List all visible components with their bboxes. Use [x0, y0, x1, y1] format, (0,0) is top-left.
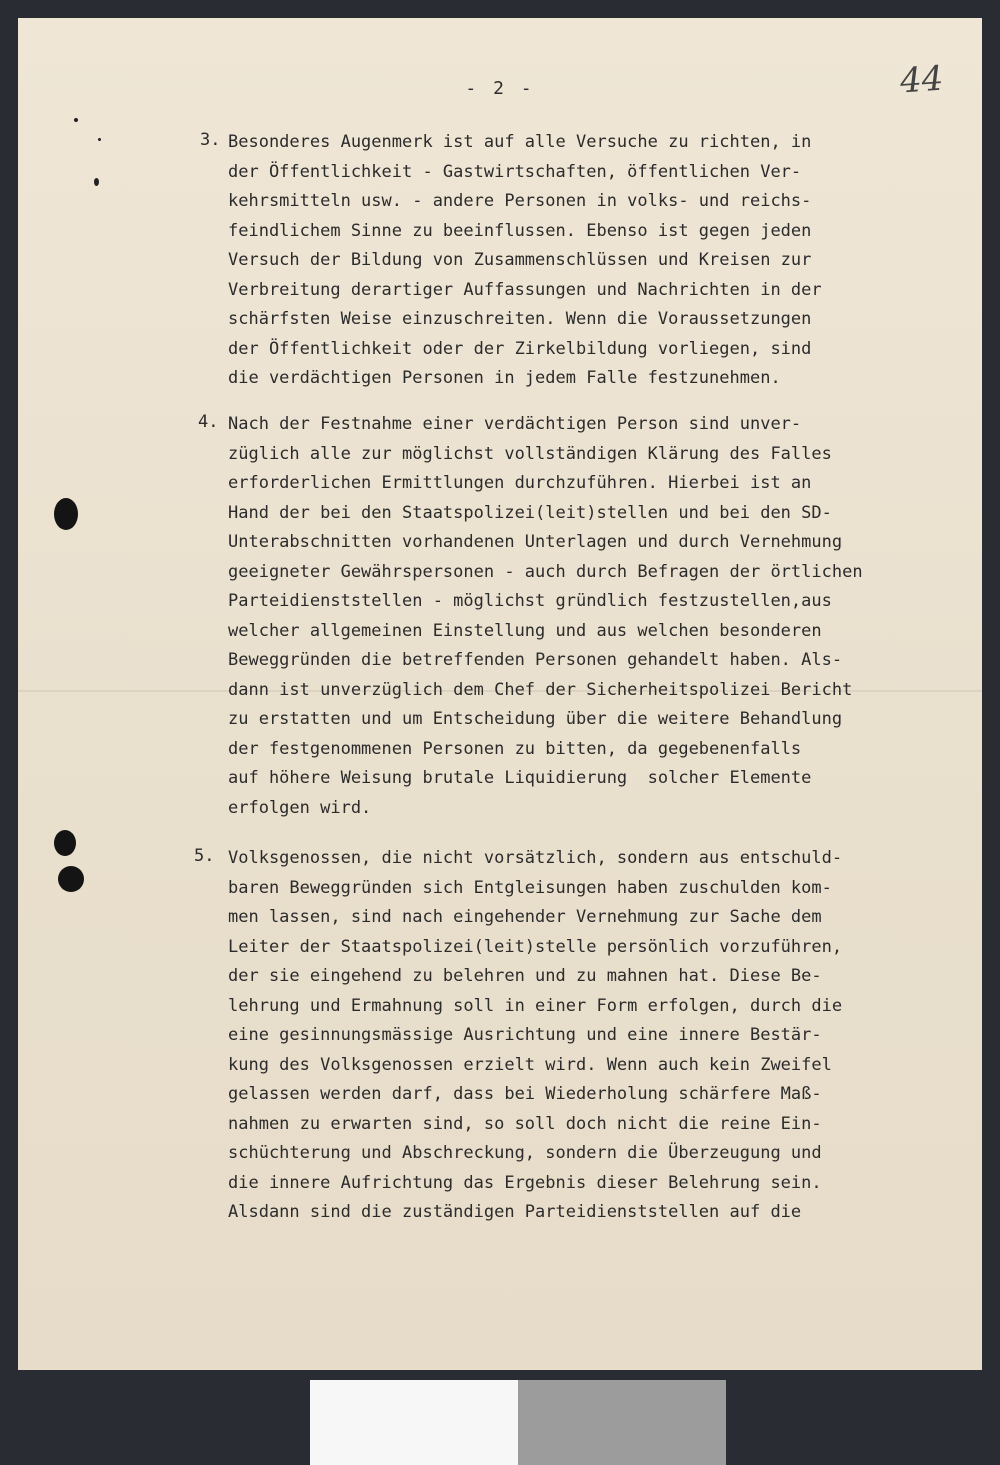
- paper-speck: [98, 138, 101, 141]
- punch-hole: [58, 866, 84, 892]
- white-calibration-patch: [310, 1380, 518, 1465]
- paragraph-number: 3.: [200, 130, 221, 150]
- text-line: nahmen zu erwarten sind, so soll doch nicht die reine Ein-: [228, 1113, 822, 1134]
- text-line: züglich alle zur möglichst vollständigen Klärung des Falles: [228, 443, 832, 464]
- text-line: der sie eingehend zu belehren und zu mahnen hat. Diese Be-: [228, 966, 822, 986]
- gray-calibration-patch: [518, 1380, 726, 1465]
- paragraph-text: [228, 410, 948, 823]
- text-line: schärfsten Weise einzuschreiten. Wenn die Voraussetzungen: [228, 309, 812, 329]
- text-line: der Öffentlichkeit - Gastwirtschaften, öffentlichen Ver-: [228, 161, 802, 182]
- text-line: der Öffentlichkeit oder der Zirkelbildung vorliegen, sind: [228, 338, 812, 359]
- paper-speck: [94, 178, 99, 186]
- text-line: Unterabschnitten vorhandenen Unterlagen und durch Vernehmung: [228, 532, 843, 552]
- text-line: Parteidienststellen - möglichst gründlich festzustellen,aus: [228, 591, 832, 611]
- paper-speck: [74, 118, 78, 122]
- text-line: eine gesinnungsmässige Ausrichtung und eine innere Bestär-: [228, 1025, 822, 1045]
- paragraph-text: [228, 128, 948, 394]
- text-line: baren Beweggründen sich Entgleisungen haben zuschulden kom-: [228, 877, 832, 898]
- text-line: zu erstatten und um Entscheidung über die weitere Behandlung: [228, 709, 843, 729]
- text-line: Versuch der Bildung von Zusammenschlüssen und Kreisen zur: [228, 250, 812, 270]
- punch-hole: [54, 830, 76, 856]
- text-line: dann ist unverzüglich dem Chef der Sicherheitspolizei Bericht: [228, 679, 853, 700]
- text-line: lehrung und Ermahnung soll in einer Form erfolgen, durch die: [228, 995, 843, 1016]
- text-line: auf höhere Weisung brutale Liquidierung solcher Elemente: [228, 768, 812, 788]
- paragraph-text: [228, 844, 948, 1228]
- text-line: erfolgen wird.: [228, 797, 372, 818]
- text-line: schüchterung und Abschreckung, sondern die Überzeugung und: [228, 1143, 822, 1163]
- text-line: Volksgenossen, die nicht vorsätzlich, sondern aus entschuld-: [228, 848, 843, 868]
- page-number: - 2 -: [465, 78, 535, 99]
- text-line: die verdächtigen Personen in jedem Falle festzunehmen.: [228, 368, 781, 388]
- punch-hole: [54, 498, 78, 530]
- handwritten-folio: 44: [898, 58, 945, 102]
- text-line: geeigneter Gewährspersonen - auch durch Befragen der örtlichen: [228, 561, 863, 582]
- text-line: gelassen werden darf, dass bei Wiederholung schärfere Maß-: [228, 1084, 822, 1104]
- text-line: Nach der Festnahme einer verdächtigen Person sind unver-: [228, 414, 802, 434]
- text-line: Beweggründen die betreffenden Personen gehandelt haben. Als-: [228, 650, 843, 670]
- paragraph-number: 5.: [194, 846, 215, 866]
- text-line: Verbreitung derartiger Auffassungen und Nachrichten in der: [228, 279, 822, 300]
- text-line: welcher allgemeinen Einstellung und aus welchen besonderen: [228, 620, 822, 641]
- text-line: Leiter der Staatspolizei(leit)stelle persönlich vorzuführen,: [228, 936, 843, 957]
- text-line: die innere Aufrichtung das Ergebnis dieser Belehrung sein.: [228, 1172, 822, 1193]
- text-line: kung des Volksgenossen erzielt wird. Wenn auch kein Zweifel: [228, 1054, 832, 1075]
- text-line: Besonderes Augenmerk ist auf alle Versuche zu richten, in: [228, 132, 812, 152]
- document-page: [18, 18, 982, 1370]
- text-line: feindlichem Sinne zu beeinflussen. Ebenso ist gegen jeden: [228, 220, 812, 241]
- text-line: erforderlichen Ermittlungen durchzuführen. Hierbei ist an: [228, 473, 812, 493]
- text-line: men lassen, sind nach eingehender Vernehmung zur Sache dem: [228, 907, 822, 927]
- text-line: Hand der bei den Staatspolizei(leit)stellen und bei den SD-: [228, 502, 832, 523]
- paragraph-number: 4.: [198, 412, 219, 432]
- text-line: kehrsmitteln usw. - andere Personen in volks- und reichs-: [228, 191, 812, 211]
- text-line: Alsdann sind die zuständigen Parteidienststellen auf die: [228, 1202, 802, 1222]
- text-line: der festgenommenen Personen zu bitten, da gegebenenfalls: [228, 738, 802, 759]
